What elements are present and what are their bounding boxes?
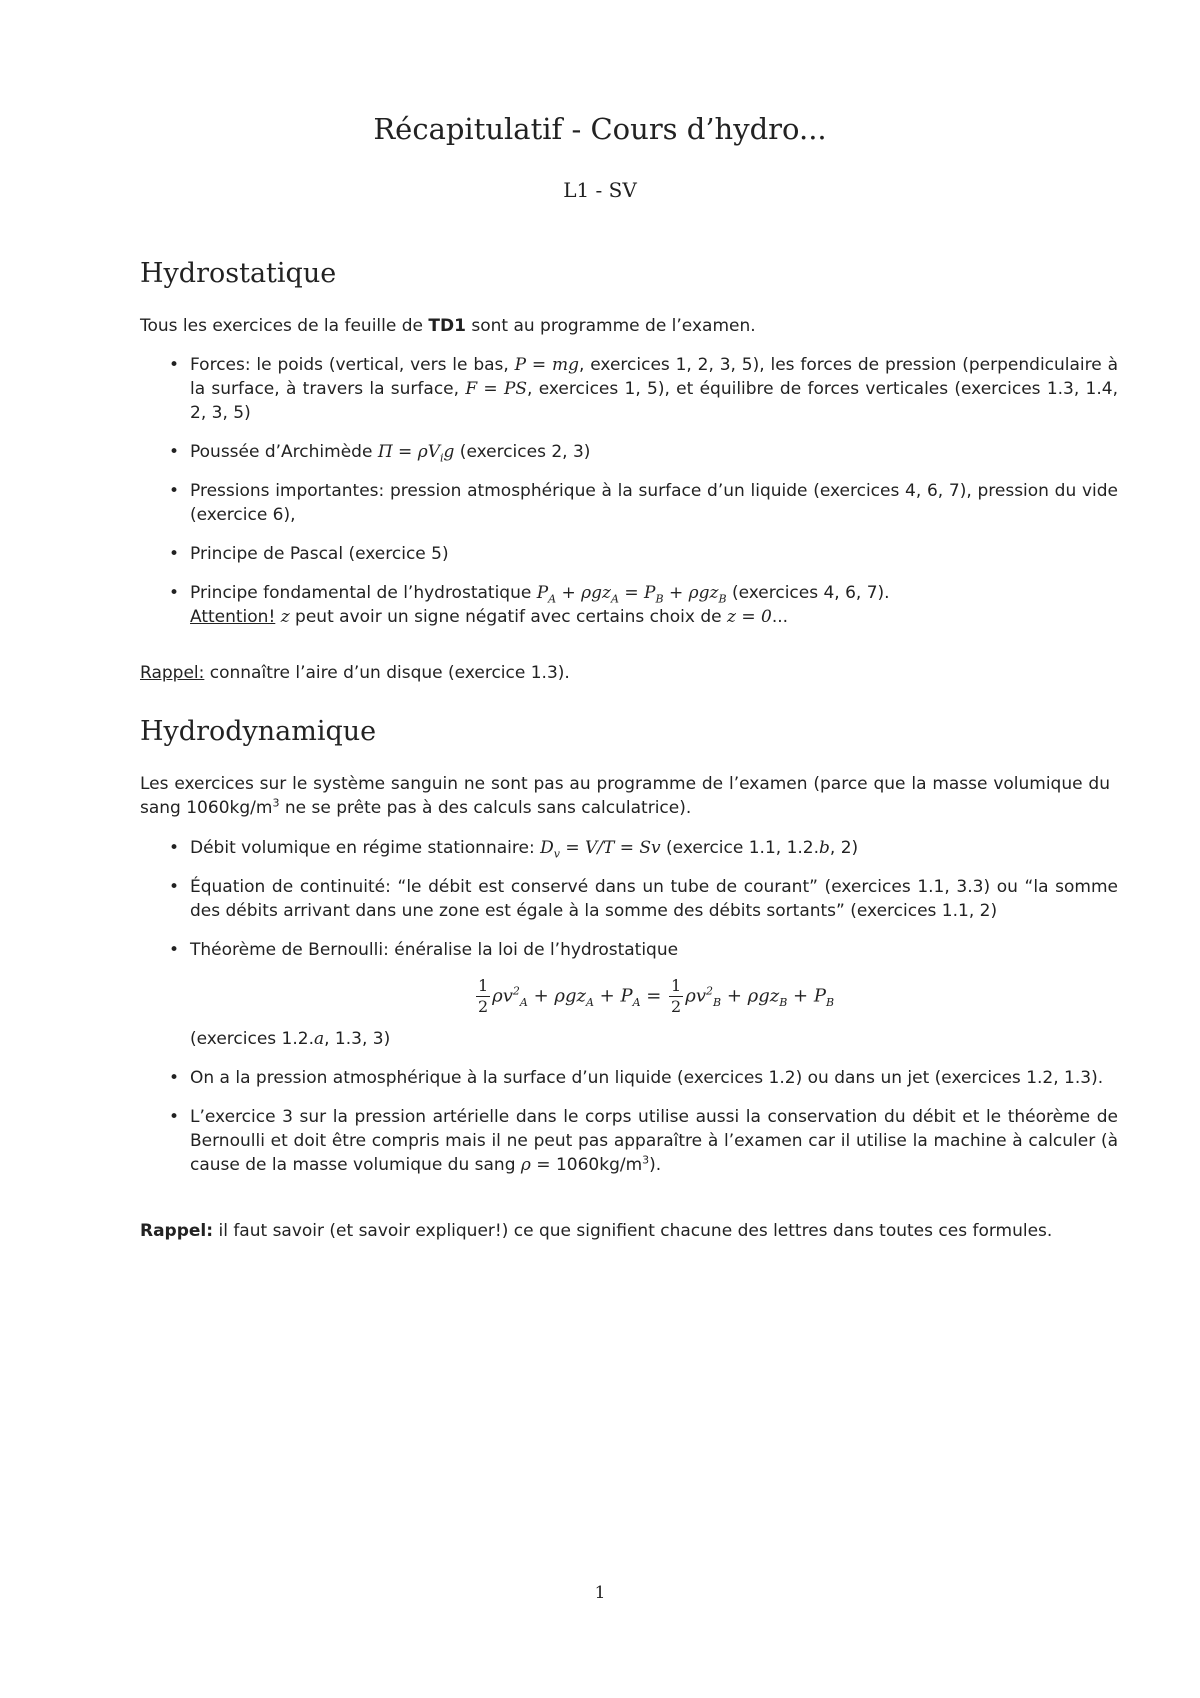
hydrostatique-list	[140, 353, 1118, 644]
exercice3-value: = 1060kg/m	[530, 1155, 643, 1175]
debit-ref-end: , 2)	[829, 838, 859, 858]
rappel-text: connaître l’aire d’un disque (exercice 1.3).	[204, 663, 570, 683]
list-item-atmo	[140, 1066, 1118, 1090]
attention-label: Attention!	[190, 607, 276, 627]
formula-part: + ρgz	[663, 583, 719, 603]
fondamental-ref: (exercices 4, 6, 7).	[726, 583, 890, 603]
formula-z: z	[280, 607, 290, 627]
list-item-fondamental	[140, 581, 1118, 629]
list-item-archimede	[140, 440, 1118, 464]
formula-pression: F = PS	[465, 379, 528, 399]
formula-part: = P	[618, 583, 656, 603]
intro-td1: TD1	[428, 316, 466, 336]
list-item-pressions	[140, 479, 1118, 527]
fraction-denominator: 2	[477, 997, 489, 1016]
formula-sub: B	[655, 592, 664, 606]
fraction-half	[669, 976, 683, 1017]
forces-text-2: , exercices 1, 2, 3, 5), les forces de pression (perpendiculaire à la surface, à travers la surface,	[190, 355, 1118, 399]
formula-part: + P	[593, 985, 633, 1007]
bernoulli-ref-end: , 1.3, 3)	[324, 1029, 391, 1049]
document-subtitle: L1 - SV	[563, 178, 637, 202]
debit-ref: (exercice 1.1, 1.2.	[660, 838, 820, 858]
fraction-denominator: 2	[671, 997, 682, 1016]
continuite-text: Équation de continuité: “le débit est conservé dans un tube de courant” (exercices 1.1, 3.3) ou “la somme des débits arrivant dans une zone est égale à la somme des débits sortants” (exercices 1.1, 2)	[190, 877, 1118, 921]
formula-z0: z = 0	[727, 607, 772, 627]
formula-debit: = V/T = Sv	[559, 838, 661, 858]
formula-sub: A	[611, 592, 619, 606]
hydrodynamique-intro	[140, 772, 1110, 820]
formula-sup: 2	[706, 984, 713, 998]
list-item-forces	[140, 353, 1118, 425]
formula-part: ρv	[492, 985, 513, 1007]
bernoulli-text: Théorème de Bernoulli: énéralise la loi de l’hydrostatique	[190, 940, 679, 960]
formula-archimede-g: g	[443, 442, 455, 462]
forces-text-3: , exercices 1, 5), et équilibre de forces verticales (exercices 1.3, 1.4, 2, 3, 5)	[190, 379, 1118, 423]
intro-text: Les exercices sur le système sanguin ne sont pas au programme de l’examen (parce que la masse volumique du sang 1060kg/m	[140, 774, 1110, 818]
list-item-pascal	[140, 542, 1118, 566]
formula-part: ρv	[685, 985, 706, 1007]
attention-text: peut avoir un signe négatif avec certains choix de	[289, 607, 728, 627]
intro-text: Tous les exercices de la feuille de	[140, 316, 429, 336]
formula-part: + ρgz	[556, 583, 612, 603]
hydrodynamique-rappel	[140, 1219, 1110, 1243]
fraction-half	[476, 976, 490, 1017]
formula-part: + ρgz	[721, 985, 780, 1007]
attention-ellipsis: ...	[771, 607, 789, 627]
formula-sub: A	[585, 996, 594, 1010]
formula-sub: B	[713, 996, 722, 1010]
archimede-text: Poussée d’Archimède	[190, 442, 378, 462]
bernoulli-ref: (exercices 1.2.	[190, 1029, 314, 1049]
rappel-text: il faut savoir (et savoir expliquer!) ce que signifient chacune des lettres dans toutes ces formules.	[213, 1221, 1053, 1241]
hydrostatique-rappel	[140, 661, 1110, 685]
list-item-continuite	[140, 875, 1118, 923]
formula-part: =	[640, 985, 668, 1007]
list-item-debit	[140, 836, 1118, 860]
list-item-exercice3	[140, 1105, 1118, 1177]
intro-text-end: ne se prête pas à des calculs sans calculatrice).	[279, 798, 692, 818]
exercice3-end: ).	[649, 1155, 662, 1175]
hydrostatique-intro	[140, 314, 1110, 338]
section-heading-hydrostatique: Hydrostatique	[140, 258, 337, 289]
document-title: Récapitulatif - Cours d’hydro...	[373, 112, 827, 146]
formula-part: + P	[787, 985, 826, 1007]
intro-text-end: sont au programme de l’examen.	[465, 316, 756, 336]
forces-text-1: Forces: le poids (vertical, vers le bas,	[190, 355, 515, 375]
formula-archimede: Π = ρV	[377, 442, 440, 462]
intro-sup: 3	[272, 796, 280, 810]
fraction-numerator: 1	[477, 976, 489, 995]
pascal-text: Principe de Pascal (exercice 5)	[190, 544, 449, 564]
formula-sub: A	[519, 996, 528, 1010]
formula-sub: B	[718, 592, 727, 606]
list-item-bernoulli	[140, 938, 1118, 1051]
formula-part: + ρgz	[527, 985, 586, 1007]
debit-ref-b: b	[819, 838, 830, 858]
formula-sup: 2	[512, 984, 520, 998]
rappel-label: Rappel:	[140, 663, 205, 683]
formula-sub: A	[632, 996, 641, 1010]
formula-part: D	[540, 838, 554, 858]
fraction-numerator: 1	[671, 976, 682, 995]
formula-archimede-sub: i	[439, 451, 444, 465]
fondamental-text: Principe fondamental de l’hydrostatique	[190, 583, 537, 603]
formula-sub: B	[825, 996, 835, 1010]
exercice3-text: L’exercice 3 sur la pression artérielle dans le corps utilise aussi la conservation du débit et le théorème de Bernoulli et doit être compris mais il ne peut pas apparaître à l’examen car il utilise la machine à calculer (à cause de la masse volumique du sang	[190, 1107, 1118, 1175]
formula-part: P	[536, 583, 549, 603]
bernoulli-equation	[190, 976, 1118, 1017]
bernoulli-ref-a: a	[313, 1029, 325, 1049]
pressions-text: Pressions importantes: pression atmosphérique à la surface d’un liquide (exercices 4, 6, 7), pression du vide (exercice 6),	[190, 481, 1118, 525]
page-number: 1	[594, 1583, 606, 1603]
rappel-label: Rappel:	[140, 1221, 214, 1241]
formula-poids: P = mg	[514, 355, 580, 375]
formula-rho: ρ	[520, 1155, 531, 1175]
formula-sub: B	[779, 996, 788, 1010]
formula-sub: v	[553, 847, 560, 861]
atmo-text: On a la pression atmosphérique à la surface d’un liquide (exercices 1.2) ou dans un jet (exercices 1.2, 1.3).	[190, 1068, 1104, 1088]
hydrodynamique-list	[140, 836, 1118, 1192]
debit-text: Débit volumique en régime stationnaire:	[190, 838, 541, 858]
section-heading-hydrodynamique: Hydrodynamique	[140, 716, 377, 747]
formula-sub: A	[548, 592, 557, 606]
exercice3-sup: 3	[642, 1153, 650, 1167]
archimede-ref: (exercices 2, 3)	[454, 442, 591, 462]
